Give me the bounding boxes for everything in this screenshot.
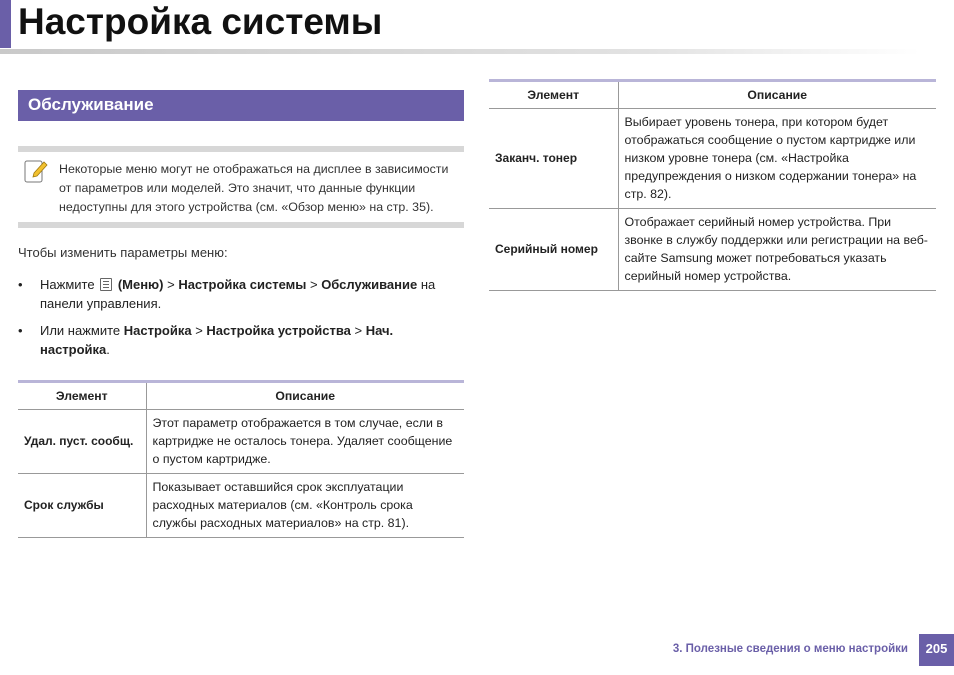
menu-path-item: Настройка устройства — [206, 323, 351, 338]
settings-table-right — [489, 79, 936, 291]
note-box — [18, 146, 464, 228]
menu-icon — [100, 278, 112, 291]
column-header: Описание — [618, 81, 936, 109]
table-cell-desc: Этот параметр отображается в том случае, если в картридже не осталось тонера. Удаляет сообщение о пустом картридже. — [146, 410, 464, 474]
separator: > — [350, 323, 366, 338]
list-item: • Или нажмите Настройка > Настройка устройства > Нач. настройка. — [18, 323, 394, 357]
table-row — [18, 474, 464, 538]
menu-path-item: Нач. настройка — [40, 323, 394, 357]
table-row — [489, 109, 936, 209]
steps-list — [18, 275, 464, 367]
note-text: Некоторые меню могут не отображаться на дисплее в зависимости от параметров или моделей. Это значит, что данные функции недоступны для этого устройства (см. «Обзор меню» на стр. 35). — [59, 162, 449, 214]
title-accent-bar — [0, 0, 11, 48]
section-title: Обслуживание — [18, 90, 464, 121]
page-title: Настройка системы — [18, 1, 383, 42]
column-header: Описание — [146, 382, 464, 410]
menu-label: (Меню) — [117, 277, 164, 292]
table-cell-desc: Показывает оставшийся срок эксплуатации расходных материалов (см. «Контроль срока службы расходных материалов» на стр. 81). — [146, 474, 464, 538]
table-header — [489, 81, 936, 109]
menu-path-item: Настройка системы — [178, 277, 307, 292]
note-pencil-icon — [24, 158, 48, 184]
table-cell-desc: Выбирает уровень тонера, при котором будет отображаться сообщение о пустом картридже или низком уровне тонера (см. «Настройка предупреждения о низком содержании тонера» на стр. 82). — [618, 109, 936, 209]
step-text: . — [106, 342, 110, 357]
table-cell-item: Удал. пуст. сообщ. — [18, 410, 146, 474]
separator: > — [191, 323, 207, 338]
menu-path-item: Обслуживание — [321, 277, 418, 292]
step-text: на панели управления. — [40, 277, 436, 311]
table-cell-item: Серийный номер — [489, 209, 618, 291]
table-row — [18, 410, 464, 474]
table-row — [489, 209, 936, 291]
separator: > — [306, 277, 322, 292]
step-text: Нажмите — [40, 277, 95, 292]
column-header: Элемент — [489, 81, 618, 109]
column-header: Элемент — [18, 382, 146, 410]
step-text: Или нажмите — [40, 323, 124, 338]
footer-chapter-link[interactable]: 3. Полезные сведения о меню настройки — [672, 643, 908, 655]
title-divider — [0, 49, 920, 54]
menu-path-item: Настройка — [123, 323, 192, 338]
table-header — [18, 382, 464, 410]
separator: > — [163, 277, 179, 292]
intro-text: Чтобы изменить параметры меню: — [18, 245, 228, 260]
table-cell-item: Заканч. тонер — [489, 109, 618, 209]
table-cell-desc: Отображает серийный номер устройства. При звонке в службу поддержки или регистрации на веб-сайте Samsung может потребоваться указать серийный номер устройства. — [618, 209, 936, 291]
table-cell-item: Срок службы — [18, 474, 146, 538]
settings-table-left — [18, 380, 464, 538]
list-item: • Нажмите (Меню) > Настройка системы > Обслуживание на панели управления. — [18, 277, 436, 311]
page-number: 205 — [919, 634, 954, 666]
